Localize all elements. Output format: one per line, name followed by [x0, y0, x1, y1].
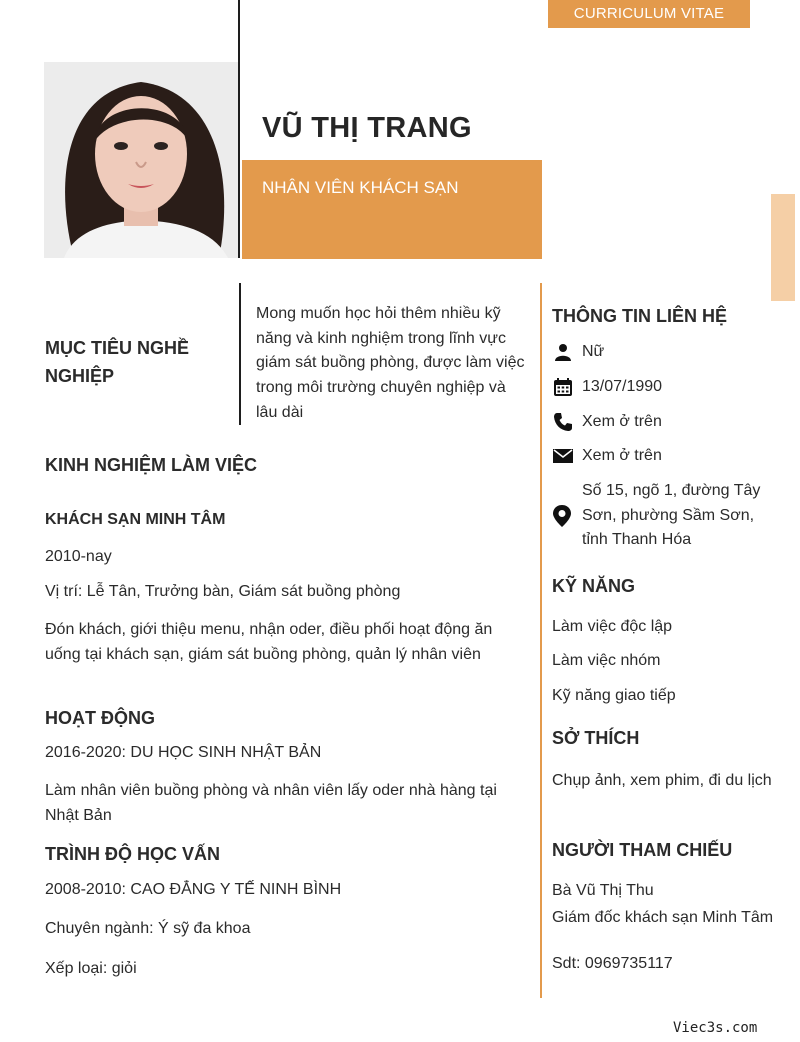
contact-email [552, 445, 662, 467]
objective-divider [239, 283, 241, 425]
experience-title: KINH NGHIỆM LÀM VIỆC [45, 455, 258, 475]
cv-badge: CURRICULUM VITAE [548, 0, 750, 28]
portrait-illustration [44, 62, 238, 258]
hobbies-title: SỞ THÍCH [552, 728, 640, 748]
activities-description: Làm nhân viên buồng phòng và nhân viên lấy oder nhà hàng tại Nhật Bản [45, 782, 497, 824]
contact-birthday-value: 13/07/1990 [582, 378, 663, 395]
education-period: 2008-2010: CAO ĐẲNG Y TẾ NINH BÌNH [45, 881, 342, 898]
activities-title: HOẠT ĐỘNG [45, 708, 155, 728]
contact-title: THÔNG TIN LIÊN HỆ [552, 306, 727, 326]
location-pin-icon [552, 504, 574, 528]
contact-gender-value: Nữ [582, 343, 605, 360]
reference-position: Giám đốc khách sạn Minh Tâm [552, 909, 774, 926]
candidate-role: NHÂN VIÊN KHÁCH SẠN [262, 178, 459, 197]
objective-text: Mong muốn học hỏi thêm nhiều kỹ năng và kinh nghiệm trong lĩnh vực giám sát buồng phòng, được làm việc trong môi trường chuyên nghiệp và lâu dài [256, 305, 525, 421]
phone-icon [552, 411, 574, 433]
mail-icon [552, 445, 574, 467]
skill-item: Làm việc độc lập [552, 618, 673, 635]
education-grade: Xếp loại: giỏi [45, 960, 137, 977]
contact-email-value: Xem ở trên [582, 447, 662, 464]
reference-name: Bà Vũ Thị Thu [552, 882, 654, 899]
contact-birthday [552, 376, 662, 398]
activities-period: 2016-2020: DU HỌC SINH NHẬT BẢN [45, 744, 322, 761]
contact-address: Số 15, ngõ 1, đường Tây Sơn, phường Sầm Sơn, tỉnh Thanh Hóa [582, 482, 761, 549]
education-major: Chuyên ngành: Ý sỹ đa khoa [45, 920, 251, 937]
profile-photo [44, 62, 238, 258]
experience-company: KHÁCH SẠN MINH TÂM [45, 511, 226, 528]
footer-brand: Viec3s.com [673, 1020, 758, 1036]
experience-period: 2010-nay [45, 548, 112, 565]
contact-phone [552, 411, 662, 433]
skills-title: KỸ NĂNG [552, 576, 636, 596]
references-title: NGƯỜI THAM CHIẾU [552, 840, 733, 860]
skill-item: Kỹ năng giao tiếp [552, 687, 676, 704]
objective-title: MỤC TIÊU NGHỀ NGHIỆP [45, 338, 189, 386]
column-divider [540, 283, 542, 998]
experience-position: Vị trí: Lễ Tân, Trưởng bàn, Giám sát buồng phòng [45, 583, 401, 600]
role-banner [242, 160, 542, 259]
contact-phone-value: Xem ở trên [582, 413, 662, 430]
side-accent-tab [771, 194, 795, 301]
person-icon [552, 341, 574, 363]
header-divider [238, 0, 240, 258]
reference-phone: Sdt: 0969735117 [552, 955, 673, 972]
contact-gender [552, 341, 604, 363]
hobbies-text: Chụp ảnh, xem phim, đi du lịch [552, 772, 772, 789]
skill-item: Làm việc nhóm [552, 652, 661, 669]
education-title: TRÌNH ĐỘ HỌC VẤN [45, 844, 220, 864]
candidate-name: VŨ THỊ TRANG [262, 112, 472, 144]
calendar-icon [552, 376, 574, 398]
experience-description: Đón khách, giới thiệu menu, nhận oder, điều phối hoạt động ăn uống tại khách sạn, giám sát buồng phòng, quản lý nhân viên [45, 621, 493, 663]
